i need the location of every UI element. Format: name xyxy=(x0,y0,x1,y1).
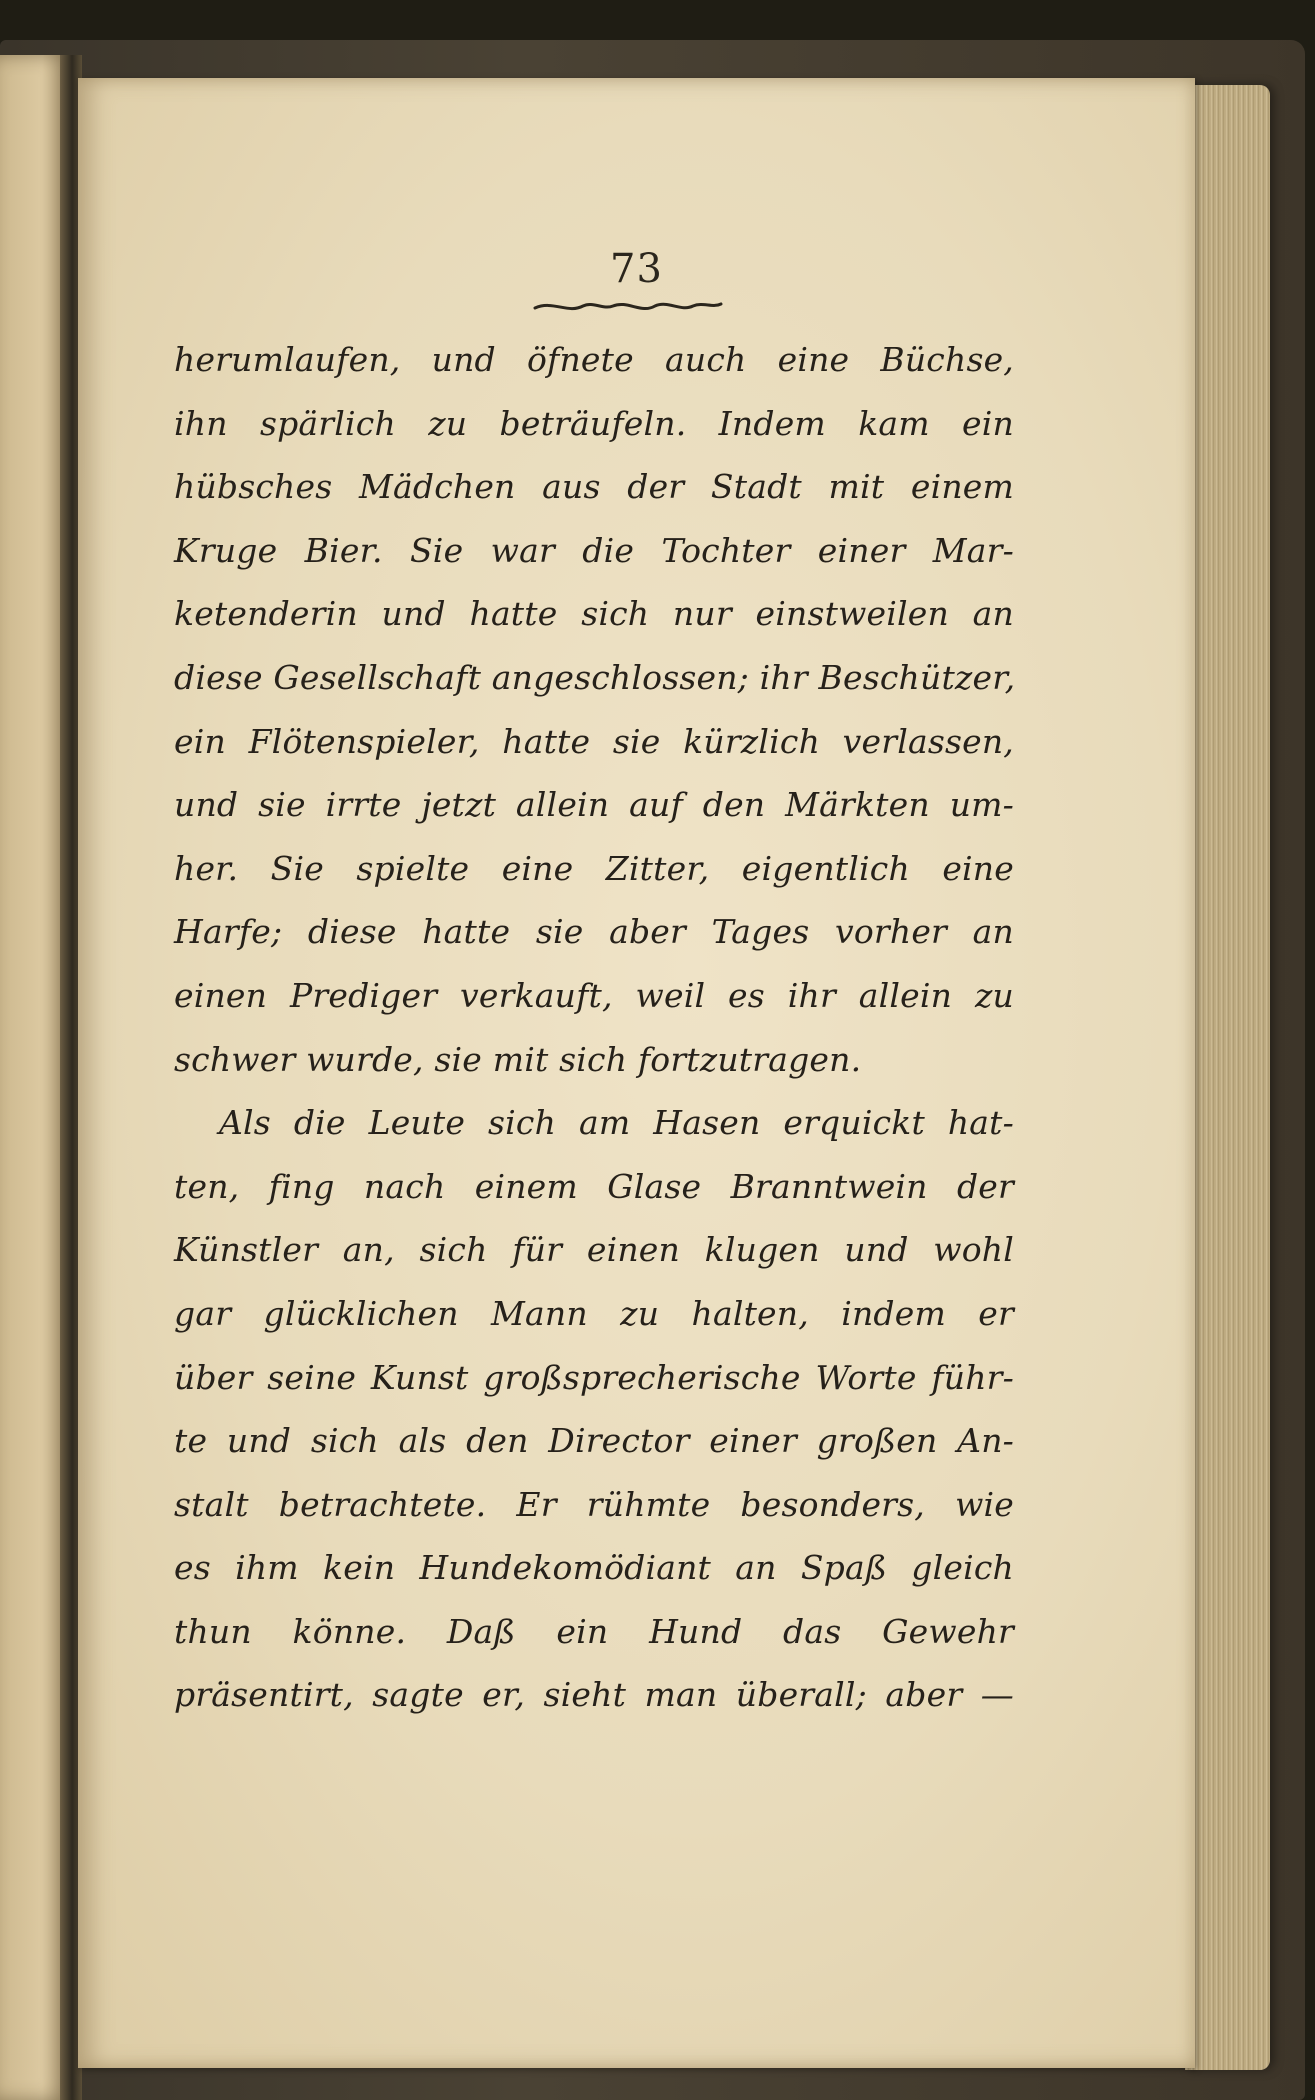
text-line: Harfe; diese hatte sie aber Tages vorher an xyxy=(174,912,1014,952)
text-line: präsentirt, sagte er, sieht man überall; aber — xyxy=(174,1675,1014,1715)
text-line: ihn spärlich zu beträufeln. Indem kam ein xyxy=(174,403,1014,443)
page-edges xyxy=(1185,85,1270,2070)
ornament-rule xyxy=(533,296,723,318)
page-number: 73 xyxy=(610,246,663,292)
text-line: ten, fing nach einem Glase Branntwein der xyxy=(174,1166,1014,1206)
text-line: ketenderin und hatte sich nur einstweilen an xyxy=(174,594,1014,634)
text-line: her. Sie spielte eine Zitter, eigentlich eine xyxy=(174,848,1014,888)
text-line: es ihm kein Hundekomödiant an Spaß gleich xyxy=(174,1548,1014,1588)
text-line: diese Gesellschaft angeschlossen; ihr Beschützer, xyxy=(174,657,1016,697)
book-page xyxy=(78,78,1195,2068)
text-line: einen Prediger verkauft, weil es ihr allein zu xyxy=(174,975,1014,1015)
text-line: hübsches Mädchen aus der Stadt mit einem xyxy=(174,467,1014,507)
text-line: te und sich als den Director einer großen An- xyxy=(174,1421,1014,1461)
text-line: Künstler an, sich für einen klugen und wohl xyxy=(174,1230,1014,1270)
text-line: und sie irrte jetzt allein auf den Märkten um- xyxy=(174,785,1014,825)
body-text xyxy=(174,328,1014,1727)
text-line: thun könne. Daß ein Hund das Gewehr xyxy=(174,1611,1014,1651)
text-line: gar glücklichen Mann zu halten, indem er xyxy=(174,1293,1014,1333)
text-line: Als die Leute sich am Hasen erquickt hat- xyxy=(219,1103,1014,1143)
text-line: über seine Kunst großsprecherische Worte führ- xyxy=(174,1357,1014,1397)
text-line: schwer wurde, sie mit sich fortzutragen. xyxy=(174,1039,862,1079)
text-line: ein Flötenspieler, hatte sie kürzlich verlassen, xyxy=(174,721,1014,761)
text-line: stalt betrachtete. Er rühmte besonders, wie xyxy=(174,1484,1014,1524)
text-line: Kruge Bier. Sie war die Tochter einer Mar- xyxy=(174,530,1014,570)
text-line: herumlaufen, und öfnete auch eine Büchse, xyxy=(174,340,1014,379)
